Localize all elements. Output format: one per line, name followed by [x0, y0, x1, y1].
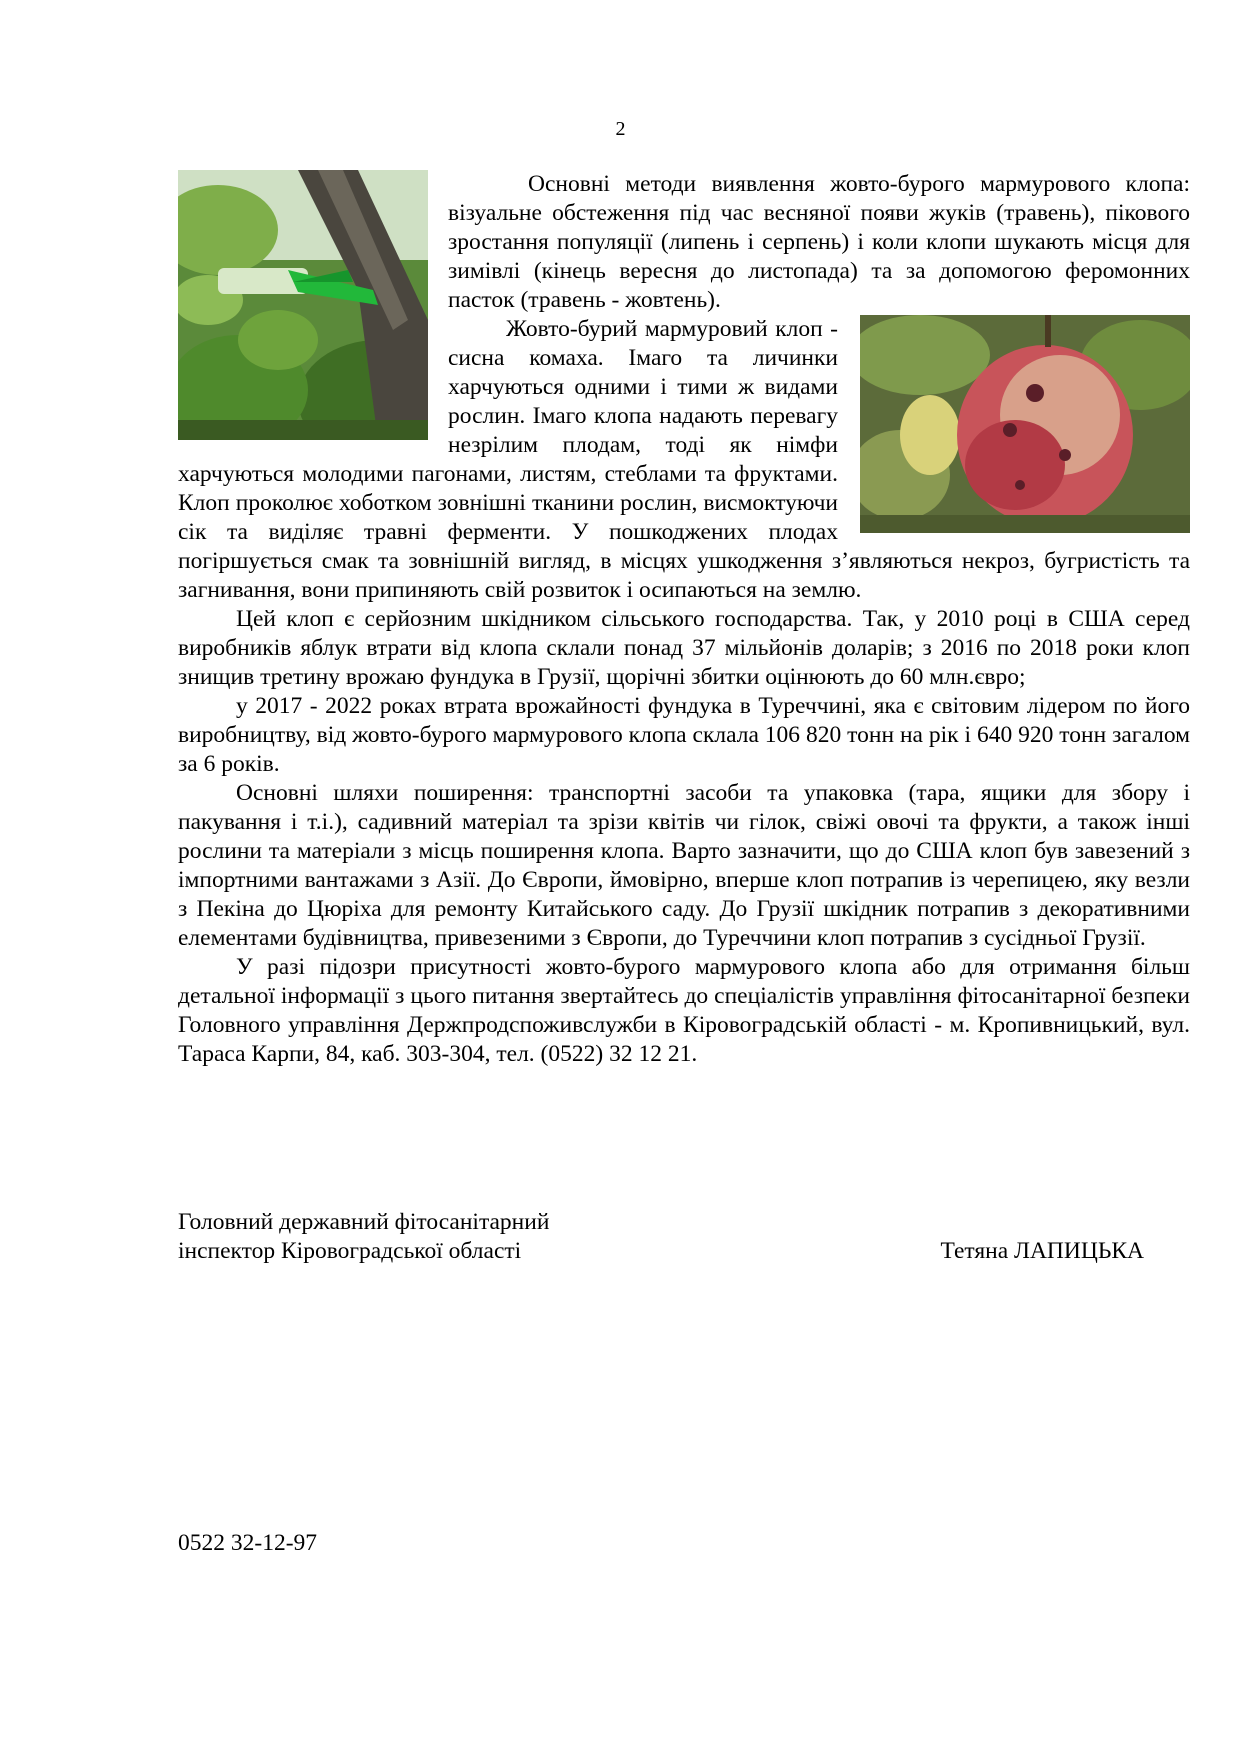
signature-position-line1: Головний державний фітосанітарний	[178, 1209, 550, 1235]
signature-block	[178, 1208, 1178, 1266]
damaged-apple-photo	[860, 315, 1190, 533]
signatory-name: Тетяна ЛАПИЦЬКА	[940, 1238, 1144, 1264]
paragraph-economic-damage: Цей клоп є серйозним шкідником сільського господарства. Так, у 2010 році в США серед виробників яблук втрати від клопа склали понад 37 мільйонів доларів; з 2016 по 2018 роки клоп знищив третину врожаю фундука в Грузії, щорічні збитки оцінюють до 60 млн.євро;	[178, 606, 1190, 690]
page-number: 2	[615, 118, 626, 140]
paragraph-contacts: У разі підозри присутності жовто-бурого мармурового клопа або для отримання більш детальної інформації з цього питання звертайтесь до спеціалістів управління фітосанітарної безпеки Головного управління Держпродспоживслужби в Кіровоградській області - м. Кропивницький, вул. Тараса Карпи, 84, каб. 303-304, тел. (0522) 32 12 21.	[178, 954, 1190, 1067]
paragraph-detection-methods: Основні методи виявлення жовто-бурого мармурового клопа: візуальне обстеження під час весняної появи жуків (травень), пікового зростання популяції (липень і серпень) і коли клопи шукають місця для зимівлі (кінець вересня до листопада) та за допомогою феромонних пасток (травень - жовтень).	[448, 171, 1190, 313]
pheromone-trap-photo	[178, 170, 428, 440]
document-body	[178, 170, 1190, 1069]
signature-position-line2: інспектор Кіровоградської області	[178, 1238, 522, 1264]
paragraph-feeding: Жовто-бурий мармуровий клоп - сисна комаха. Імаго та личинки харчуються одними і тими ж видами рослин. Імаго клопа надають перевагу незрілим плодам, тоді як німфи харчуються молодими пагонами, листям, стеблами та фруктами. Клоп проколює хоботком зовнішні тканини рослин, висмоктуючи сік та виділяє травні ферменти. У пошкоджених плодах погіршується смак та зовнішній вигляд, в місцях ушкодження з’являються некроз, бугристість та загнивання, вони припиняють свій розвиток і осипаються на землю.	[178, 316, 1190, 603]
damaged-apple-image	[860, 315, 1190, 533]
paragraph-turkey-losses: у 2017 - 2022 роках втрата врожайності фундука в Туреччині, яка є світовим лідером по його виробництву, від жовто-бурого мармурового клопа склала 106 820 тонн на рік і 640 920 тонн загалом за 6 років.	[178, 693, 1190, 777]
pheromone-trap-image	[178, 170, 428, 440]
paragraph-spread-routes: Основні шляхи поширення: транспортні засоби та упаковка (тара, ящики для збору і пакування і т.і.), садивний матеріал та зрізи квітів чи гілок, свіжі овочі та фрукти, а також інші рослини та матеріали з місць поширення клопа. Варто зазначити, що до США клоп був завезений з імпортними вантажами з Азії. До Європи, ймовірно, вперше клоп потрапив із черепицею, яку везли з Пекіна до Цюріха для ремонту Китайського саду. До Грузії шкідник потрапив з декоративними елементами будівництва, привезеними з Європи, до Туреччини клоп потрапив з сусідньої Грузії.	[178, 780, 1190, 951]
contact-phone: 0522 32-12-97	[178, 1530, 318, 1556]
